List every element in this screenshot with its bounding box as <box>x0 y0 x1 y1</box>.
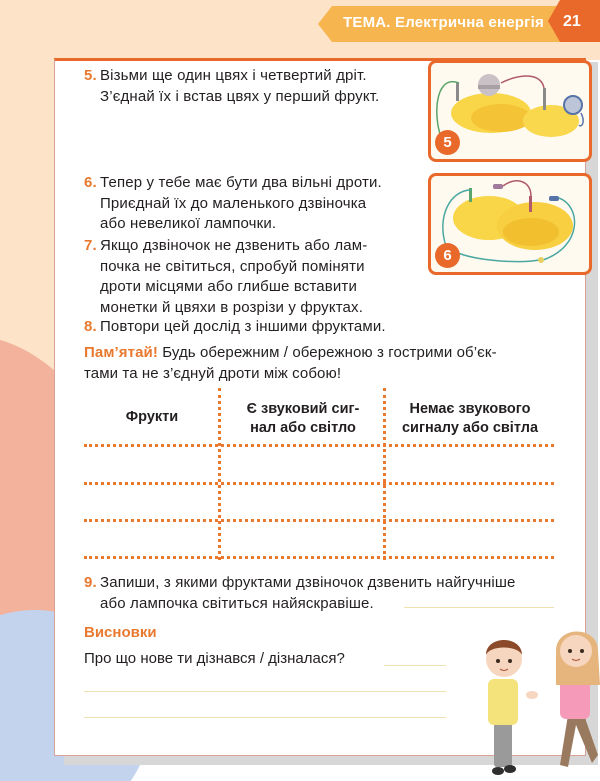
step-text: З’єднай їх і встав цвях у перший фрукт. <box>100 87 380 105</box>
column-header-signal: Є звуковий сиг- нал або світло <box>246 401 360 436</box>
children-illustration <box>460 615 600 781</box>
column-divider <box>218 388 221 560</box>
step-text: Запиши, з якими фруктами дзвіночок дзвенить найгучніше <box>100 574 516 591</box>
illustration-step-6 <box>428 173 592 275</box>
step-text: Приєднай їх до маленького дзвіночка <box>100 194 367 212</box>
answer-line[interactable] <box>84 691 446 692</box>
step-text: або лампочка світиться найяскравіше. <box>100 594 374 612</box>
column-header-fruits: Фрукти <box>125 409 179 425</box>
girl-figure <box>556 632 600 768</box>
step-number: 7. <box>84 237 97 254</box>
page-number: 21 <box>563 13 581 30</box>
step-number: 6. <box>84 174 97 191</box>
row-divider <box>84 519 554 522</box>
reminder-label: Пам’ятай! <box>84 344 158 361</box>
step-number: 5. <box>84 67 97 84</box>
row-divider <box>84 444 554 447</box>
step-number: 9. <box>84 574 97 591</box>
step-number: 8. <box>84 318 97 335</box>
answer-line-step-9[interactable] <box>404 607 554 608</box>
step-5 <box>84 66 379 107</box>
results-table <box>84 388 554 560</box>
column-divider <box>383 388 386 560</box>
illustration-badge: 5 <box>435 130 460 155</box>
answer-line[interactable] <box>84 717 446 718</box>
step-text: Якщо дзвіночок не дзвенить або лам- <box>100 237 368 254</box>
answer-line[interactable] <box>384 665 446 666</box>
row-divider <box>84 556 554 559</box>
reminder-text: Будь обережним / обережною з гострими об’єк- <box>162 344 497 361</box>
topic-title: ТЕМА. Електрична енергія <box>343 14 544 31</box>
step-8 <box>84 317 386 338</box>
reminder-text: тами та не з’єднуй дроти між собою! <box>84 364 342 382</box>
conclusions-question: Про що нове ти дізнався / дізналася? <box>84 650 345 667</box>
conclusions-title: Висновки <box>84 624 157 641</box>
step-text: Повтори цей дослід з іншими фруктами. <box>100 318 386 335</box>
illustration-badge: 6 <box>435 243 460 268</box>
step-text: монетки й цвяхи в розрізи у фруктах. <box>100 298 364 316</box>
row-divider <box>84 482 554 485</box>
column-header-no-signal: Немає звукового сигналу або світла <box>401 401 539 436</box>
step-6 <box>84 173 382 235</box>
step-text: дроти місцями або глибше вставити <box>100 278 357 295</box>
safety-reminder <box>84 343 497 384</box>
boy-figure <box>486 640 538 775</box>
step-text: або невеликої лампочки. <box>100 215 277 232</box>
step-text: Візьми ще один цвях і четвертий дріт. <box>100 67 367 84</box>
step-text: почка не світиться, спробуй поміняти <box>100 257 365 275</box>
step-text: Тепер у тебе має бути два вільні дроти. <box>100 174 382 191</box>
illustration-step-5 <box>428 60 592 162</box>
step-7 <box>84 236 367 318</box>
